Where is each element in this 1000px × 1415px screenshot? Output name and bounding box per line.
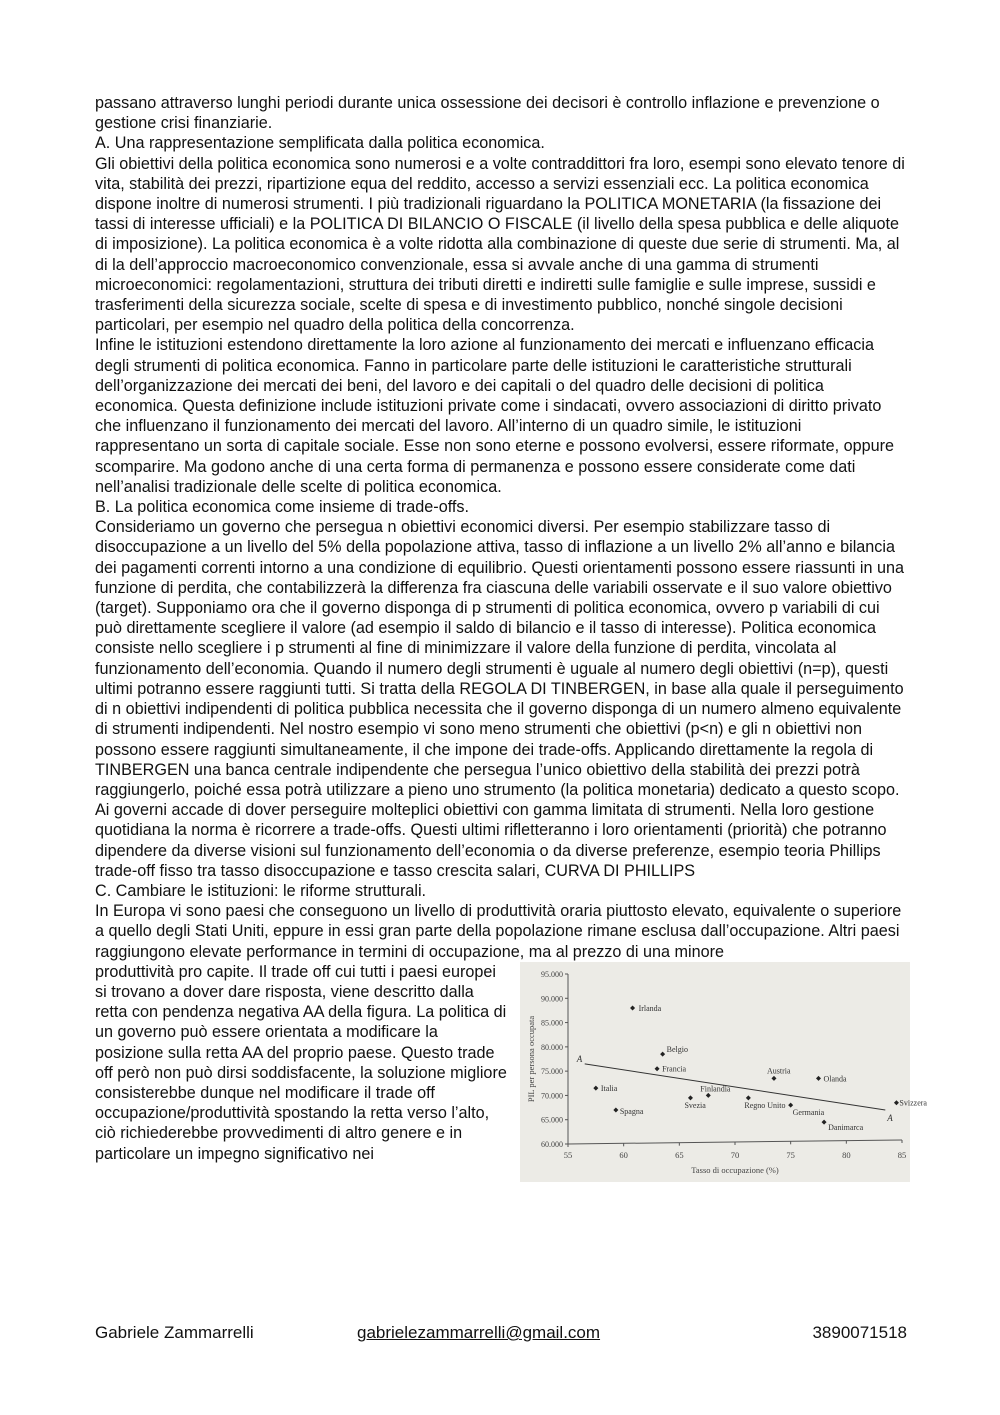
data-point — [746, 1095, 751, 1100]
footer-name: Gabriele Zammarrelli — [95, 1323, 254, 1342]
data-point — [816, 1076, 821, 1081]
document-body — [95, 93, 927, 1175]
data-point-label: Regno Unito — [744, 1100, 786, 1110]
x-tick-label: 60 — [619, 1149, 628, 1160]
data-point — [788, 1102, 793, 1107]
wrapped-paragraph: produttività pro capite. Il trade off cui tutti i paesi europei si trovano a dover dare risposta, viene descritto dalla retta con pendenza negativa AA della figura. La politica di un governo può essere orientata a modificare la posizione sulla retta AA del proprio paese. Questo trade off però non può dirsi soddisfacente, la soluzione migliore consisterebbe dunque nel modificare il trade off occupazione/produttività spostando la retta verso l’alto, ciò richiederebbe provvedimenti di altro genere e in particolare un impegno significativo nei — [95, 962, 507, 1163]
paragraph: In Europa vi sono paesi che conseguono un livello di produttività oraria piuttosto elevato, equivalente o superiore a quello degli Stati Uniti, eppure in essi gran parte della popolazione rimane esclusa dall’occupazione. Altri paesi raggiungono elevate performance in termini di occupazione, ma al prezzo di una minore — [95, 902, 902, 961]
scatter-chart — [520, 962, 927, 1182]
data-point-label: Germania — [792, 1107, 825, 1117]
x-tick-label: 55 — [563, 1149, 573, 1160]
y-tick-label: 85.000 — [541, 1018, 563, 1028]
data-point-label: Austria — [766, 1066, 791, 1076]
section-heading-c: C. Cambiare le istituzioni: le riforme strutturali. — [95, 881, 427, 900]
paragraph: Gli obiettivi della politica economica sono numerosi e a volte contraddittori fra loro, esempi sono elevato tenore di vita, stabilità dei prezzi, ripartizione equa del reddito, accesso a servizi essenziali ecc. La politica economica dispone inoltre di numerosi strumenti. I più tradizionali riguardano la POLITICA MONETARIA (la fissazione dei tassi di interesse ufficiali) e la POLITICA DI BILANCIO O FISCALE (il livello della spesa pubblica e delle aliquote di imposizione). La politica economica è a volte ridotta alla combinazione di queste due serie di strumenti. Ma, al di la dell’approccio macroeconomico convenzionale, essa si avvale anche di una gamma di strumenti microeconomici: regolamentazioni, struttura dei tributi diretti e indiretti sulle famiglie e sulle imprese, sussidi e trasferimenti della sicurezza sociale, scelte di spesa e di investimento pubblico, nonché singole decisioni particolari, per esempio nel quadro della politica della concorrenza. — [95, 154, 905, 335]
x-tick-label: 85 — [897, 1149, 907, 1160]
x-axis-label: Tasso di occupazione (%) — [691, 1164, 779, 1175]
data-point — [822, 1119, 827, 1124]
data-point — [660, 1051, 665, 1056]
x-tick-label: 80 — [842, 1149, 851, 1160]
data-point-label: Danimarca — [828, 1122, 864, 1132]
y-tick-label: 65.000 — [541, 1115, 563, 1125]
data-point-label: Francia — [662, 1064, 687, 1074]
footer — [95, 1323, 907, 1347]
figure-wrap-block — [95, 962, 927, 1175]
y-tick-label: 80.000 — [541, 1042, 563, 1052]
y-tick-label: 95.000 — [541, 969, 563, 979]
data-point-label: Italia — [600, 1083, 618, 1093]
section-heading-a: A. Una rappresentazione semplificata dalla politica economica. — [95, 134, 545, 153]
data-point — [894, 1100, 899, 1105]
x-tick-label: 75 — [786, 1149, 795, 1160]
y-tick-label: 75.000 — [541, 1066, 563, 1076]
data-point — [771, 1076, 776, 1081]
data-point-label: Irlanda — [638, 1003, 662, 1013]
data-point — [593, 1085, 598, 1090]
data-point-label: Olanda — [823, 1074, 847, 1084]
trend-line-aa — [585, 1064, 886, 1110]
paragraph: passano attraverso lunghi periodi durante unica ossessione dei decisori è controllo inflazione e prevenzione o gestione crisi finanziarie. — [95, 94, 880, 133]
y-tick-label: 70.000 — [541, 1091, 563, 1101]
section-heading-b: B. La politica economica come insieme di trade-offs. — [95, 498, 469, 517]
paragraph: Consideriamo un governo che persegua n obiettivi economici diversi. Per esempio stabilizzare tasso di disoccupazione a un livello del 5% della popolazione attiva, tasso di inflazione a un livello 2% all’anno e bilancia dei pagamenti correnti intorno a una condizione di equilibrio. Questi orientamenti possono essere riassunti in una funzione di perdita, che contabilizzerà la differenza fra ciascuna delle variabili osservate e il suo valore obiettivo (target). Supponiamo ora che il governo disponga di p strumenti di politica economica, ovvero p variabili di cui può direttamente scegliere il valore (ad esempio il saldo di bilancio e il tasso di interesse). Politica economica consiste nello scegliere i p strumenti al fine di minimizzare il valore della funzione di perdita, vincolata al funzionamento dell’economia. Quando il numero degli strumenti è uguale al numero degli obiettivi (n=p), questi ultimi potranno essere raggiunti tutti. Si tratta della REGOLA DI TINBERGEN, in base alla quale il perseguimento di n obiettivi indipendenti di politica pubblica necessita che il governo disponga di un numero almeno equivalente di strumenti indipendenti. Nel nostro esempio vi sono meno strumenti che obiettivi (p<n) e gli n obiettivi non possono essere raggiunti simultaneamente, il che impone dei trade-offs. Applicando direttamente la regola di TINBERGEN una banca centrale indipendente che persegua l’unico obiettivo della stabilità dei prezzi potrà raggiungerlo, poiché essa potrà utilizzare a pieno uno strumento (la politica monetaria) dedicato a questo scopo. Ai governi accade di dover perseguire molteplici obiettivi con gamma limitata di strumenti. Nella loro gestione quotidiana la norma è ricorrere a trade-offs. Questi ultimi rifletteranno i loro orientamenti (priorità) che potranno dipendere da diverse visioni sul funzionamento dell’economia o da diverse preferenze, esempio teoria Phillips trade-off fisso tra tasso disoccupazione e tasso crescita salari, CURVA DI PHILLIPS — [95, 518, 904, 880]
trend-label-start: A — [576, 1053, 583, 1064]
data-point-label: Belgio — [666, 1044, 688, 1054]
x-tick-label: 65 — [675, 1149, 684, 1160]
trend-label-end: A — [887, 1112, 893, 1123]
footer-phone: 3890071518 — [812, 1323, 907, 1342]
chart-svg — [520, 962, 927, 1182]
data-point — [613, 1107, 618, 1112]
y-axis-label: PIL per persona occupata — [526, 1015, 536, 1102]
data-point-label: Finlandia — [700, 1084, 731, 1094]
x-tick-label: 70 — [730, 1149, 740, 1160]
footer-email-link[interactable]: gabrielezammarrelli@gmail.com — [357, 1323, 601, 1342]
data-point — [655, 1066, 660, 1071]
data-point-label: Svizzera — [899, 1098, 927, 1108]
y-tick-label: 90.000 — [541, 994, 563, 1004]
data-point-label: Spagna — [619, 1106, 644, 1116]
data-point-label: Svezia — [684, 1100, 706, 1110]
paragraph: Infine le istituzioni estendono direttamente la loro azione al funzionamento dei mercati e influenzano efficacia degli strumenti di politica economica. Fanno in particolare parte delle istituzioni le caratteristiche strutturali dell’organizzazione dei mercati dei beni, del lavoro e dei capitali o del quadro delle decisioni di politica economica. Questa definizione include istituzioni private come i sindacati, ovvero associazioni di diritto privato che influenzano il funzionamento dei mercati del lavoro. All’interno di un quadro simile, le istituzioni rappresentano un sorta di capitale sociale. Esse non sono eterne e possono evolversi, essere riformate, oppure scomparire. Ma godono anche di una certa forma di permanenza e possono essere considerate come dati nell’analisi tradizionale delle scelte di politica economica. — [95, 336, 895, 496]
data-point — [630, 1005, 635, 1010]
data-point — [706, 1093, 711, 1098]
data-point — [688, 1095, 693, 1100]
y-tick-label: 60.000 — [541, 1139, 563, 1149]
